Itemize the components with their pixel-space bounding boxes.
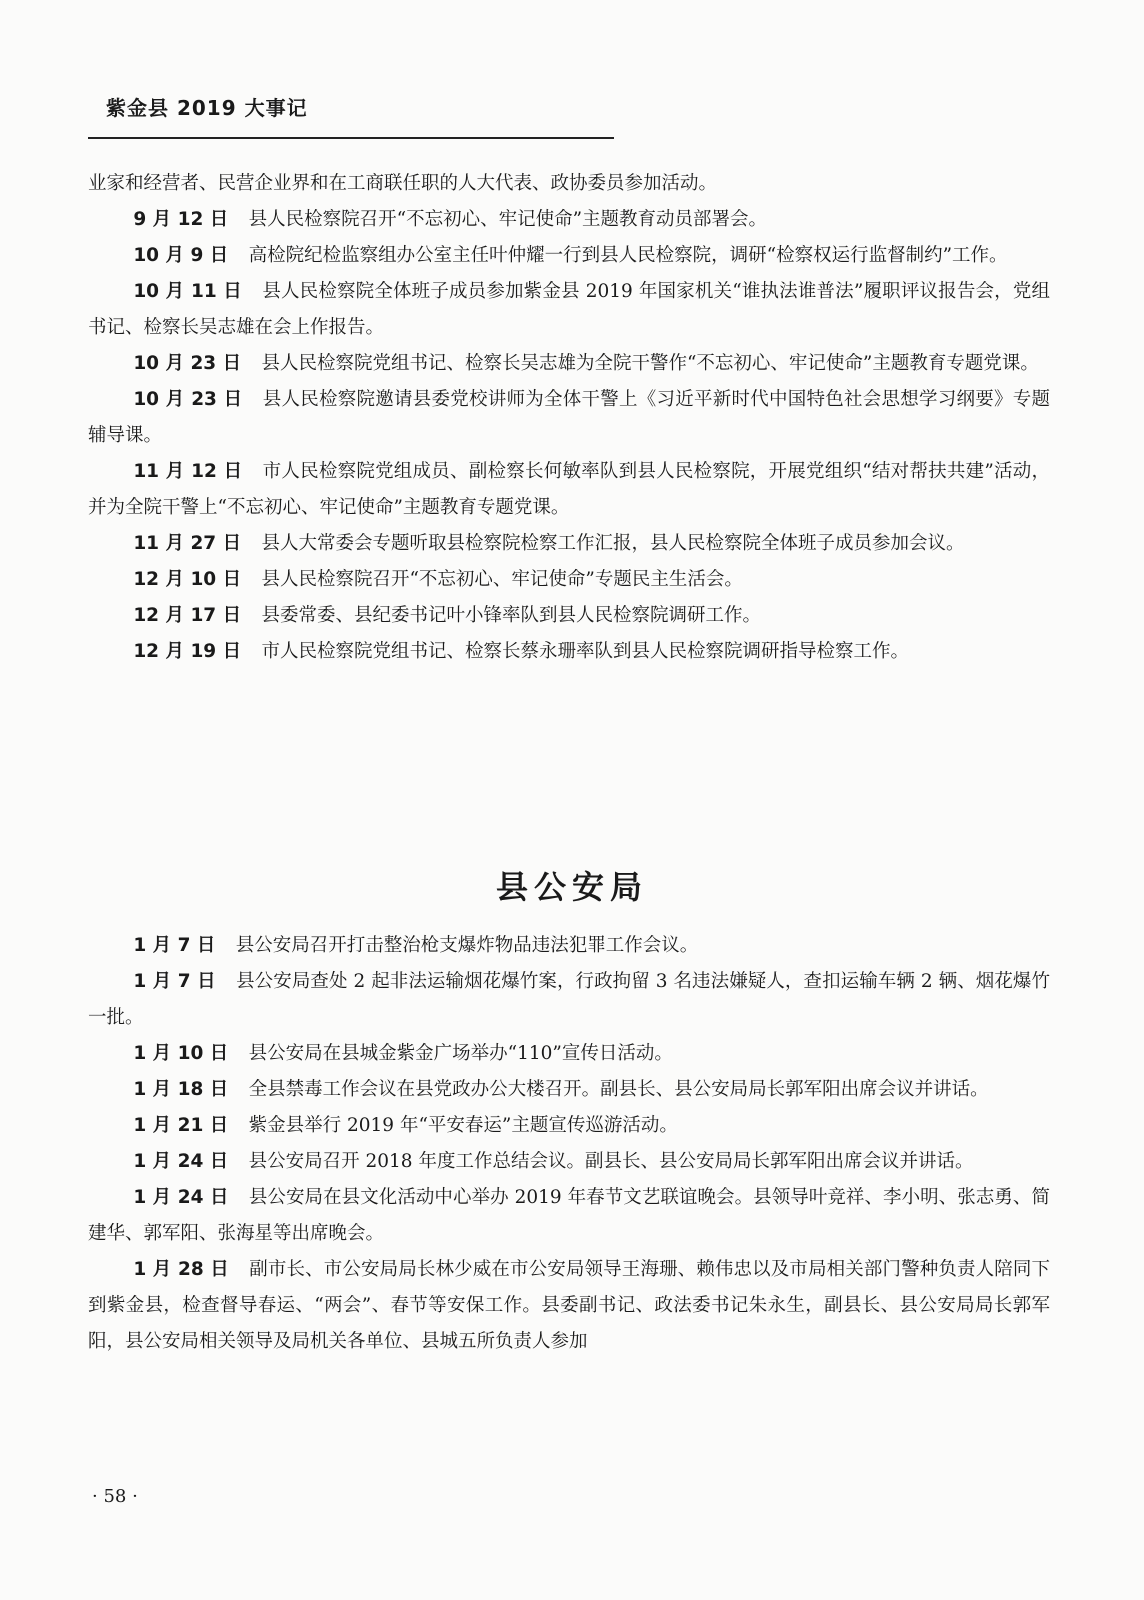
entry-text: 县公安局查处 2 起非法运输烟花爆竹案，行政拘留 3 名违法嫌疑人，查扣运输车辆 2 辆、烟花爆竹一批。 — [88, 971, 1050, 1028]
header-rule — [88, 137, 614, 139]
entry-date: 12 月 10 日 — [133, 569, 242, 590]
entry-text: 县公安局召开 2018 年度工作总结会议。副县长、县公安局局长郭军阳出席会议并讲话。 — [248, 1151, 974, 1172]
entry-date: 10 月 23 日 — [133, 353, 242, 374]
entry-date: 1 月 10 日 — [133, 1043, 229, 1064]
section-title: 县公安局 — [495, 868, 648, 906]
entry-text: 县人大常委会专题听取县检察院检察工作汇报，县人民检察院全体班子成员参加会议。 — [261, 533, 965, 554]
entry-text: 紫金县举行 2019 年“平安春运”主题宣传巡游活动。 — [248, 1115, 678, 1136]
entry — [88, 346, 1050, 382]
entry — [88, 562, 1050, 598]
entry-date: 1 月 21 日 — [133, 1115, 229, 1136]
entry-date: 10 月 23 日 — [133, 389, 243, 410]
running-title: 紫金县 2019 大事记 — [106, 96, 308, 120]
entry-text: 高检院纪检监察组办公室主任叶仲耀一行到县人民检察院，调研“检察权运行监督制约”工作。 — [248, 245, 1008, 266]
entry — [88, 1180, 1050, 1252]
entry-date: 9 月 12 日 — [133, 209, 229, 230]
entry-date: 1 月 24 日 — [133, 1151, 229, 1172]
entry — [88, 964, 1050, 1036]
entry — [88, 1108, 1050, 1144]
entry-text: 县公安局召开打击整治枪支爆炸物品违法犯罪工作会议。 — [235, 935, 699, 956]
entry — [88, 1144, 1050, 1180]
entry — [88, 454, 1050, 526]
entry-date: 10 月 9 日 — [133, 245, 229, 266]
entry-text: 县人民检察院召开“不忘初心、牢记使命”主题教育动员部署会。 — [248, 209, 768, 230]
entry-date: 10 月 11 日 — [133, 281, 242, 302]
police-entries — [88, 928, 1050, 1360]
entry-text: 县人民检察院全体班子成员参加紫金县 2019 年国家机关“谁执法谁普法”履职评议报告会，党组书记、检察长吴志雄在会上作报告。 — [88, 281, 1050, 338]
entry — [88, 1072, 1050, 1108]
entry-date: 11 月 12 日 — [133, 461, 243, 482]
entry-date: 12 月 17 日 — [133, 605, 242, 626]
entry-text: 县人民检察院党组书记、检察长吴志雄为全院干警作“不忘初心、牢记使命”主题教育专题党课。 — [261, 353, 1039, 374]
entry-text: 副市长、市公安局局长林少威在市公安局领导王海珊、赖伟忠以及市局相关部门警种负责人陪同下到紫金县，检查督导春运、“两会”、春节等安保工作。县委副书记、政法委书记朱永生，副县长、县公安局局长郭军阳，县公安局相关领导及局机关各单位、县城五所负责人参加 — [88, 1259, 1050, 1352]
entry — [88, 382, 1050, 454]
entry — [88, 634, 1050, 670]
entry-date: 1 月 7 日 — [133, 971, 216, 992]
entry — [88, 1252, 1050, 1360]
entry-text: 县委常委、县纪委书记叶小锋率队到县人民检察院调研工作。 — [261, 605, 761, 626]
entry-text: 县公安局在县文化活动中心举办 2019 年春节文艺联谊晚会。县领导叶竞祥、李小明、张志勇、简建华、郭军阳、张海星等出席晚会。 — [88, 1187, 1050, 1244]
entry-text: 县人民检察院邀请县委党校讲师为全体干警上《习近平新时代中国特色社会思想学习纲要》专题辅导课。 — [88, 389, 1051, 446]
entry-date: 12 月 19 日 — [133, 641, 242, 662]
entry — [88, 274, 1050, 346]
entry-text: 县人民检察院召开“不忘初心、牢记使命”专题民主生活会。 — [261, 569, 743, 590]
entry-text: 市人民检察院党组成员、副检察长何敏率队到县人民检察院，开展党组织“结对帮扶共建”活动，并为全院干警上“不忘初心、牢记使命”主题教育专题党课。 — [88, 461, 1051, 518]
entry-date: 1 月 24 日 — [133, 1187, 229, 1208]
entry-text: 县公安局在县城金紫金广场举办“110”宣传日活动。 — [248, 1043, 673, 1064]
entry — [88, 202, 1050, 238]
entry — [88, 238, 1050, 274]
carryover-paragraph: 业家和经营者、民营企业界和在工商联任职的人大代表、政协委员参加活动。 — [88, 173, 718, 194]
entry-date: 1 月 18 日 — [133, 1079, 229, 1100]
entry-date: 11 月 27 日 — [133, 533, 242, 554]
page-number: · 58 · — [92, 1486, 138, 1507]
entry-text: 市人民检察院党组书记、检察长蔡永珊率队到县人民检察院调研指导检察工作。 — [261, 641, 909, 662]
entry-date: 1 月 7 日 — [133, 935, 216, 956]
entry — [88, 598, 1050, 634]
entry-text: 全县禁毒工作会议在县党政办公大楼召开。副县长、县公安局局长郭军阳出席会议并讲话。 — [248, 1079, 989, 1100]
entry — [88, 1036, 1050, 1072]
entry-date: 1 月 28 日 — [133, 1259, 229, 1280]
entry — [88, 928, 1050, 964]
entry — [88, 526, 1050, 562]
procuratorate-entries — [88, 166, 1050, 670]
